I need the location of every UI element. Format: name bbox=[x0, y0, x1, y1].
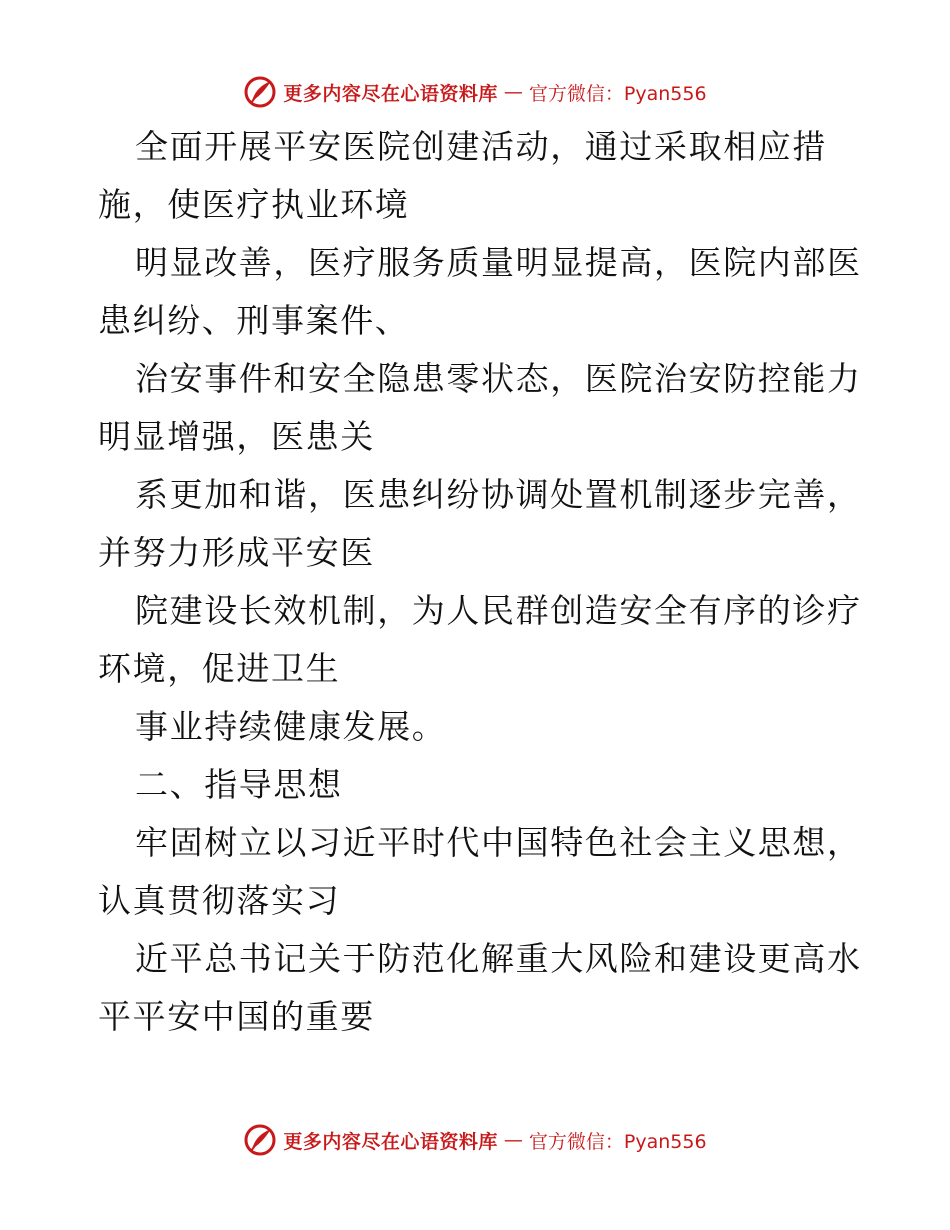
banner-brand-text: 更多内容尽在心语资料库 bbox=[283, 82, 498, 105]
body-line: 患纠纷、刑事案件、 bbox=[98, 301, 410, 340]
body-line: 环境，促进卫生 bbox=[98, 649, 341, 688]
body-line: 认真贯彻落实习 bbox=[98, 881, 341, 920]
body-line: 全面开展平安医院创建活动，通过采取相应措 bbox=[135, 127, 827, 166]
banner-wechat-label: 官方微信：Pyan556 bbox=[528, 82, 707, 105]
body-line: 系更加和谐，医患纠纷协调处置机制逐步完善， bbox=[135, 475, 862, 514]
banner-separator: — bbox=[503, 1129, 523, 1151]
body-line: 近平总书记关于防范化解重大风险和建设更高水 bbox=[135, 939, 862, 978]
body-line: 院建设长效机制，为人民群创造安全有序的诊疗 bbox=[135, 591, 862, 630]
body-line: 平平安中国的重要 bbox=[98, 997, 375, 1036]
section-heading: 二、指导思想 bbox=[135, 765, 343, 804]
footer-watermark-banner bbox=[0, 1120, 950, 1160]
logo-icon bbox=[243, 1123, 277, 1157]
banner-wechat-label: 官方微信：Pyan556 bbox=[528, 1130, 707, 1153]
body-line: 明显改善，医疗服务质量明显提高，医院内部医 bbox=[135, 243, 862, 282]
body-line: 治安事件和安全隐患零状态，医院治安防控能力 bbox=[135, 359, 862, 398]
body-line: 施，使医疗执业环境 bbox=[98, 185, 410, 224]
banner-brand-text: 更多内容尽在心语资料库 bbox=[283, 1130, 498, 1153]
banner-separator: — bbox=[503, 81, 523, 103]
body-line: 并努力形成平安医 bbox=[98, 533, 375, 572]
body-line: 事业持续健康发展。 bbox=[135, 707, 447, 746]
body-line: 牢固树立以习近平时代中国特色社会主义思想， bbox=[135, 823, 862, 862]
body-line: 明显增强，医患关 bbox=[98, 417, 375, 456]
logo-icon bbox=[243, 75, 277, 109]
document-body bbox=[98, 118, 862, 1046]
header-watermark-banner bbox=[0, 72, 950, 112]
